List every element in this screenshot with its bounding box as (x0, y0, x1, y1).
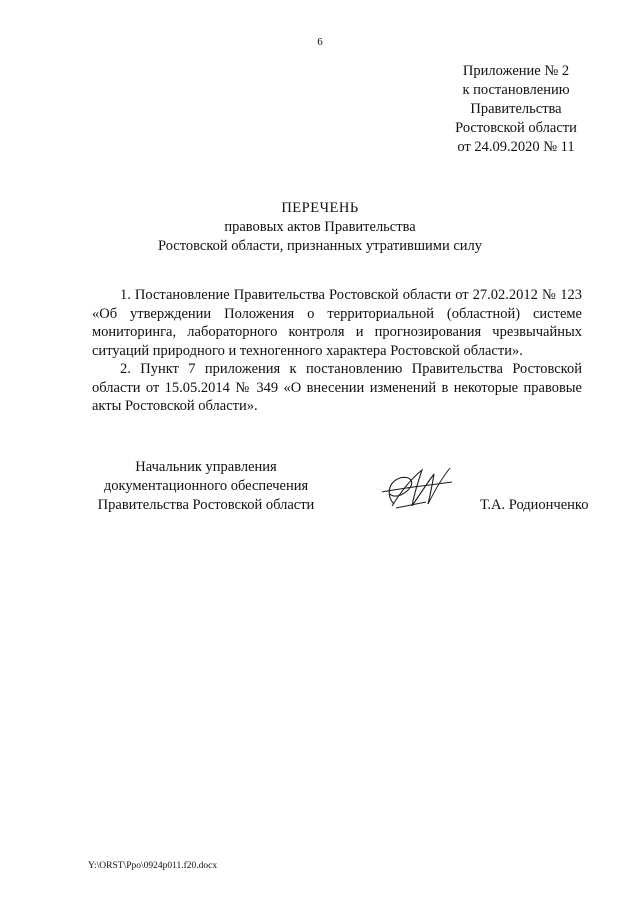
signatory-name: Т.А. Родионченко (480, 497, 589, 513)
footer-file-path: Y:\ORST\Ppo\0924p011.f20.docx (88, 861, 218, 871)
title-line-2: правовых актов Правительства (224, 219, 416, 235)
appendix-header (440, 62, 592, 157)
appendix-line-4: Ростовской области (455, 120, 577, 136)
page-number: 6 (317, 36, 323, 48)
list-item: 1. Постановление Правительства Ростовской области от 27.02.2012 № 123 «Об утверждении Положения о территориальной (областной) системе мониторинга, лабораторного контроля и прогнозирования чрезвычайных ситуаций природного и техногенного характера Ростовской области». (92, 287, 582, 359)
handwritten-signature (372, 460, 462, 520)
title-line-3: Ростовской области, признанных утратившими силу (157, 238, 483, 254)
position-line-3: Правительства Ростовской области (97, 497, 315, 513)
position-line-2: документационного обеспечения (103, 478, 309, 494)
signatory-position (90, 458, 322, 515)
list-item: 2. Пункт 7 приложения к постановлению Правительства Ростовской области от 15.05.2014 № 349 «О внесении изменений в некоторые правовые акты Ростовской области». (92, 361, 582, 414)
appendix-line-2: к постановлению (462, 82, 570, 98)
acts-list (92, 286, 582, 416)
document-title (0, 199, 640, 256)
appendix-line-5: от 24.09.2020 № 11 (457, 139, 575, 155)
appendix-line-1: Приложение № 2 (462, 63, 570, 79)
appendix-line-3: Правительства (470, 101, 562, 117)
position-line-1: Начальник управления (135, 459, 277, 475)
title-heading: ПЕРЕЧЕНЬ (281, 200, 359, 216)
